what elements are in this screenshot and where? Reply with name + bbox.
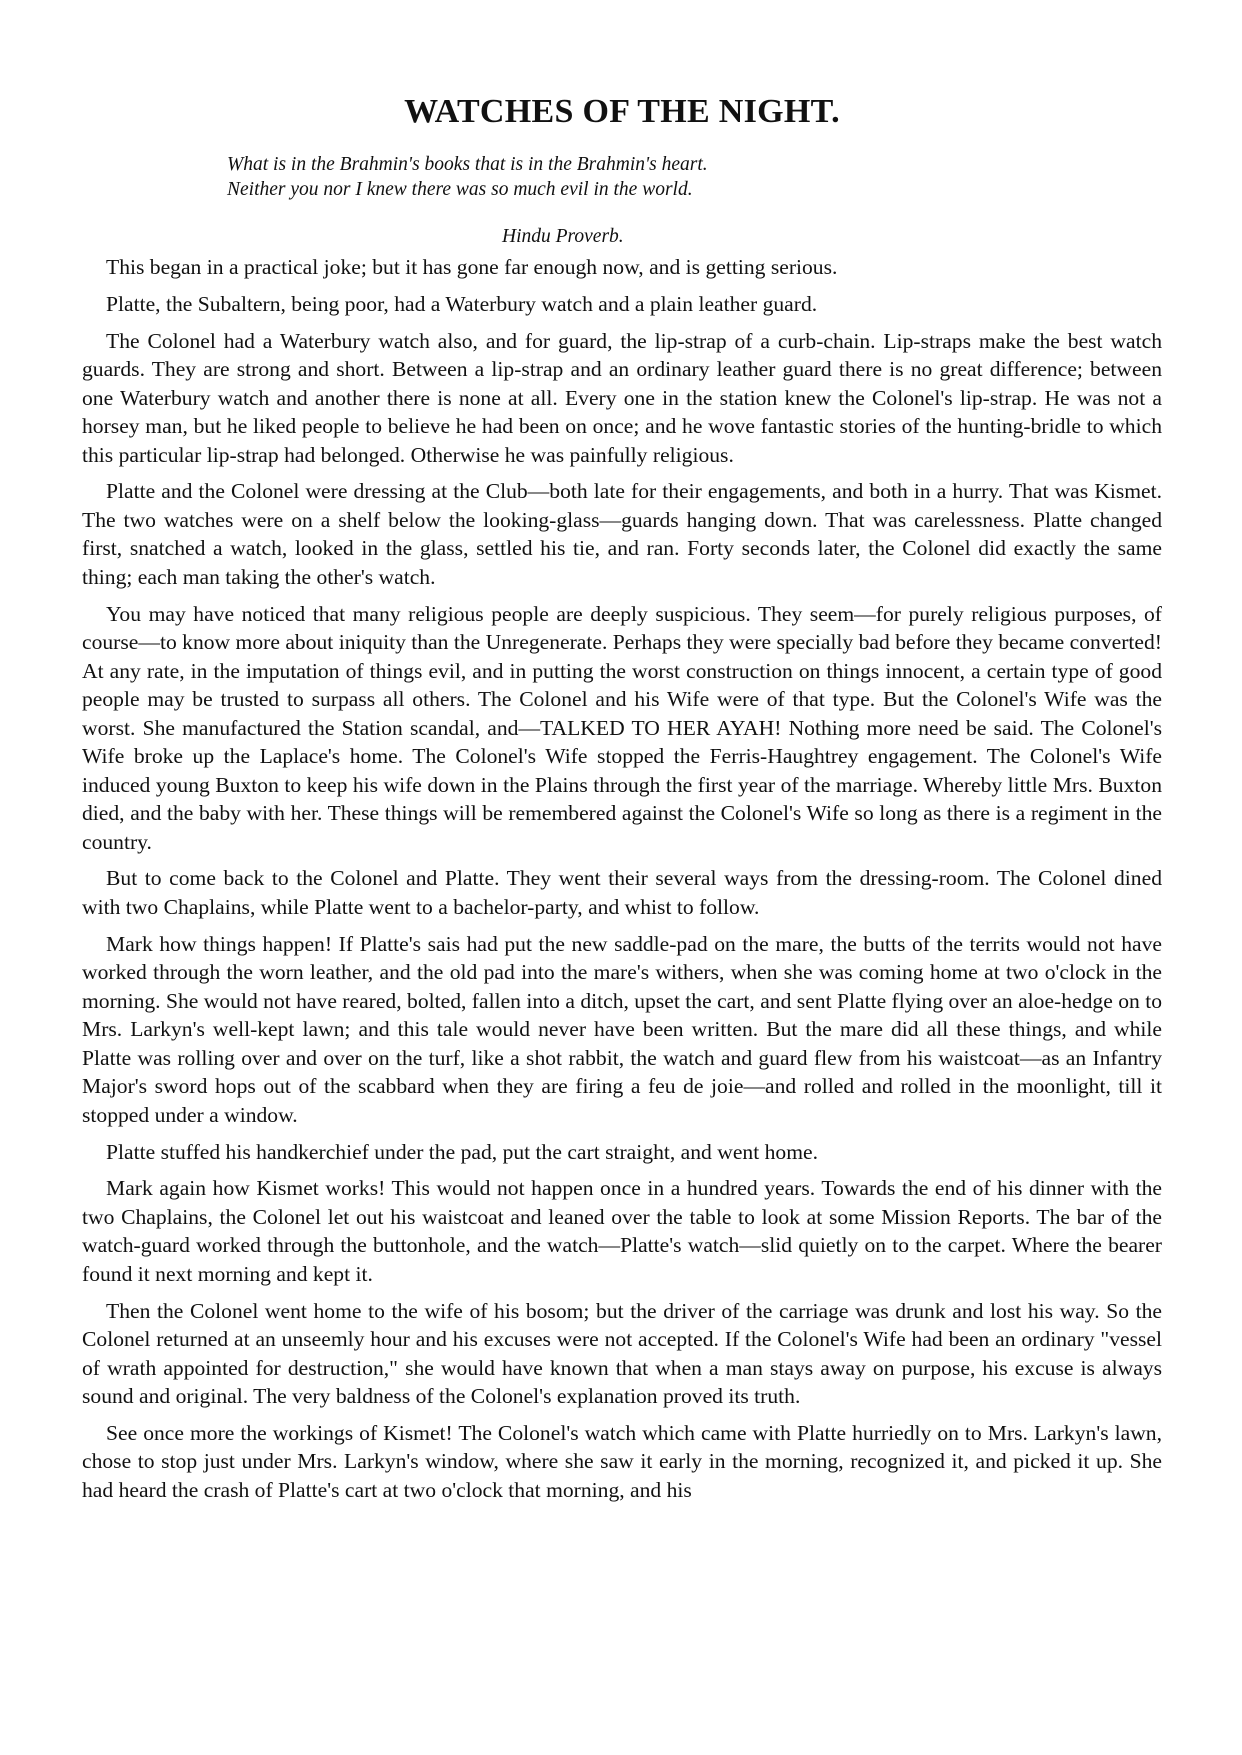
paragraph: Mark again how Kismet works! This would not happen once in a hundred years. Towards the end of his dinner with the two Chaplains, the Colonel let out his waistcoat and leaned over the table to look at some Mission Reports. The bar of the watch-guard worked through the buttonhole, and the watch—Platte's watch—slid quietly on to the carpet. Where the bearer found it next morning and kept it. [82,1176,1162,1286]
paragraph: Platte stuffed his handkerchief under the pad, put the cart straight, and went home. [106,1139,818,1164]
epigraph-line: Neither you nor I knew there was so much evil in the world. [227,179,693,200]
paragraph: But to come back to the Colonel and Platte. They went their several ways from the dressing-room. The Colonel dined with two Chaplains, while Platte went to a bachelor-party, and whist to follow. [82,866,1162,919]
paragraph: Platte, the Subaltern, being poor, had a Waterbury watch and a plain leather guard. [106,291,818,316]
paragraph: Then the Colonel went home to the wife of his bosom; but the driver of the carriage was drunk and lost his way. So the Colonel returned at an unseemly hour and his excuses were not accepted. If the Colonel's Wife had been an ordinary "vessel of wrath appointed for destruction," she would have known that when a man stays away on purpose, his excuse is always sound and original. The very baldness of the Colonel's explanation proved its truth. [82,1298,1162,1409]
document-title: WATCHES OF THE NIGHT. [404,93,840,130]
paragraph: Platte and the Colonel were dressing at the Club—both late for their engagements, and both in a hurry. That was Kismet. The two watches were on a shelf below the looking-glass—guards hanging down. That was carelessness. Platte changed first, snatched a watch, looked in the glass, settled his tie, and ran. Forty seconds later, the Colonel did exactly the same thing; each man taking the other's watch. [82,479,1162,589]
body-text [82,253,1162,1504]
epigraph [227,152,1162,202]
document-page [82,0,1162,1513]
paragraph: Mark how things happen! If Platte's sais had put the new saddle-pad on the mare, the butts of the territs would not have worked through the worn leather, and the old pad into the mare's withers, when she was coming home at two o'clock in the morning. She would not have reared, bolted, fallen into a ditch, upset the cart, and sent Platte flying over an aloe-hedge on to Mrs. Larkyn's well-kept lawn; and this tale would never have been written. But the mare did all these things, and while Platte was rolling over and over on the turf, like a shot rabbit, the watch and guard flew from his waistcoat—as an Infantry Major's sword hops out of the scabbard when they are firing a feu de joie—and rolled and rolled in the moonlight, till it stopped under a window. [82,931,1162,1127]
paragraph: This began in a practical joke; but it has gone far enough now, and is getting serious. [106,255,838,279]
epigraph-line: What is in the Brahmin's books that is in the Brahmin's heart. [227,154,708,175]
paragraph: The Colonel had a Waterbury watch also, and for guard, the lip-strap of a curb-chain. Lip-straps make the best watch guards. They are strong and short. Between a lip-strap and an ordinary leather guard there is no great difference; between one Waterbury watch and another there is none at all. Every one in the station knew the Colonel's lip-strap. He was not a horsey man, but he liked people to believe he had been on once; and he wove fantastic stories of the hunting-bridle to which this particular lip-strap had belonged. Otherwise he was painfully religious. [82,328,1162,467]
paragraph: See once more the workings of Kismet! The Colonel's watch which came with Platte hurriedly on to Mrs. Larkyn's lawn, chose to stop just under Mrs. Larkyn's window, where she saw it early in the morning, recognized it, and picked it up. She had heard the crash of Platte's cart at two o'clock that morning, and his [82,1420,1162,1502]
paragraph: You may have noticed that many religious people are deeply suspicious. They seem—for purely religious purposes, of course—to know more about iniquity than the Unregenerate. Perhaps they were specially bad before they became converted! At any rate, in the imputation of things evil, and in putting the worst construction on things innocent, a certain type of good people may be trusted to surpass all others. The Colonel and his Wife were of that type. But the Colonel's Wife was the worst. She manufactured the Station scandal, and—TALKED TO HER AYAH! Nothing more need be said. The Colonel's Wife broke up the Laplace's home. The Colonel's Wife stopped the Ferris-Haughtrey engagement. The Colonel's Wife induced young Buxton to keep his wife down in the Plains through the first year of the marriage. Whereby little Mrs. Buxton died, and the baby with her. These things will be remembered against the Colonel's Wife so long as there is a regiment in the country. [82,601,1162,854]
epigraph-attribution: Hindu Proverb. [502,226,624,247]
